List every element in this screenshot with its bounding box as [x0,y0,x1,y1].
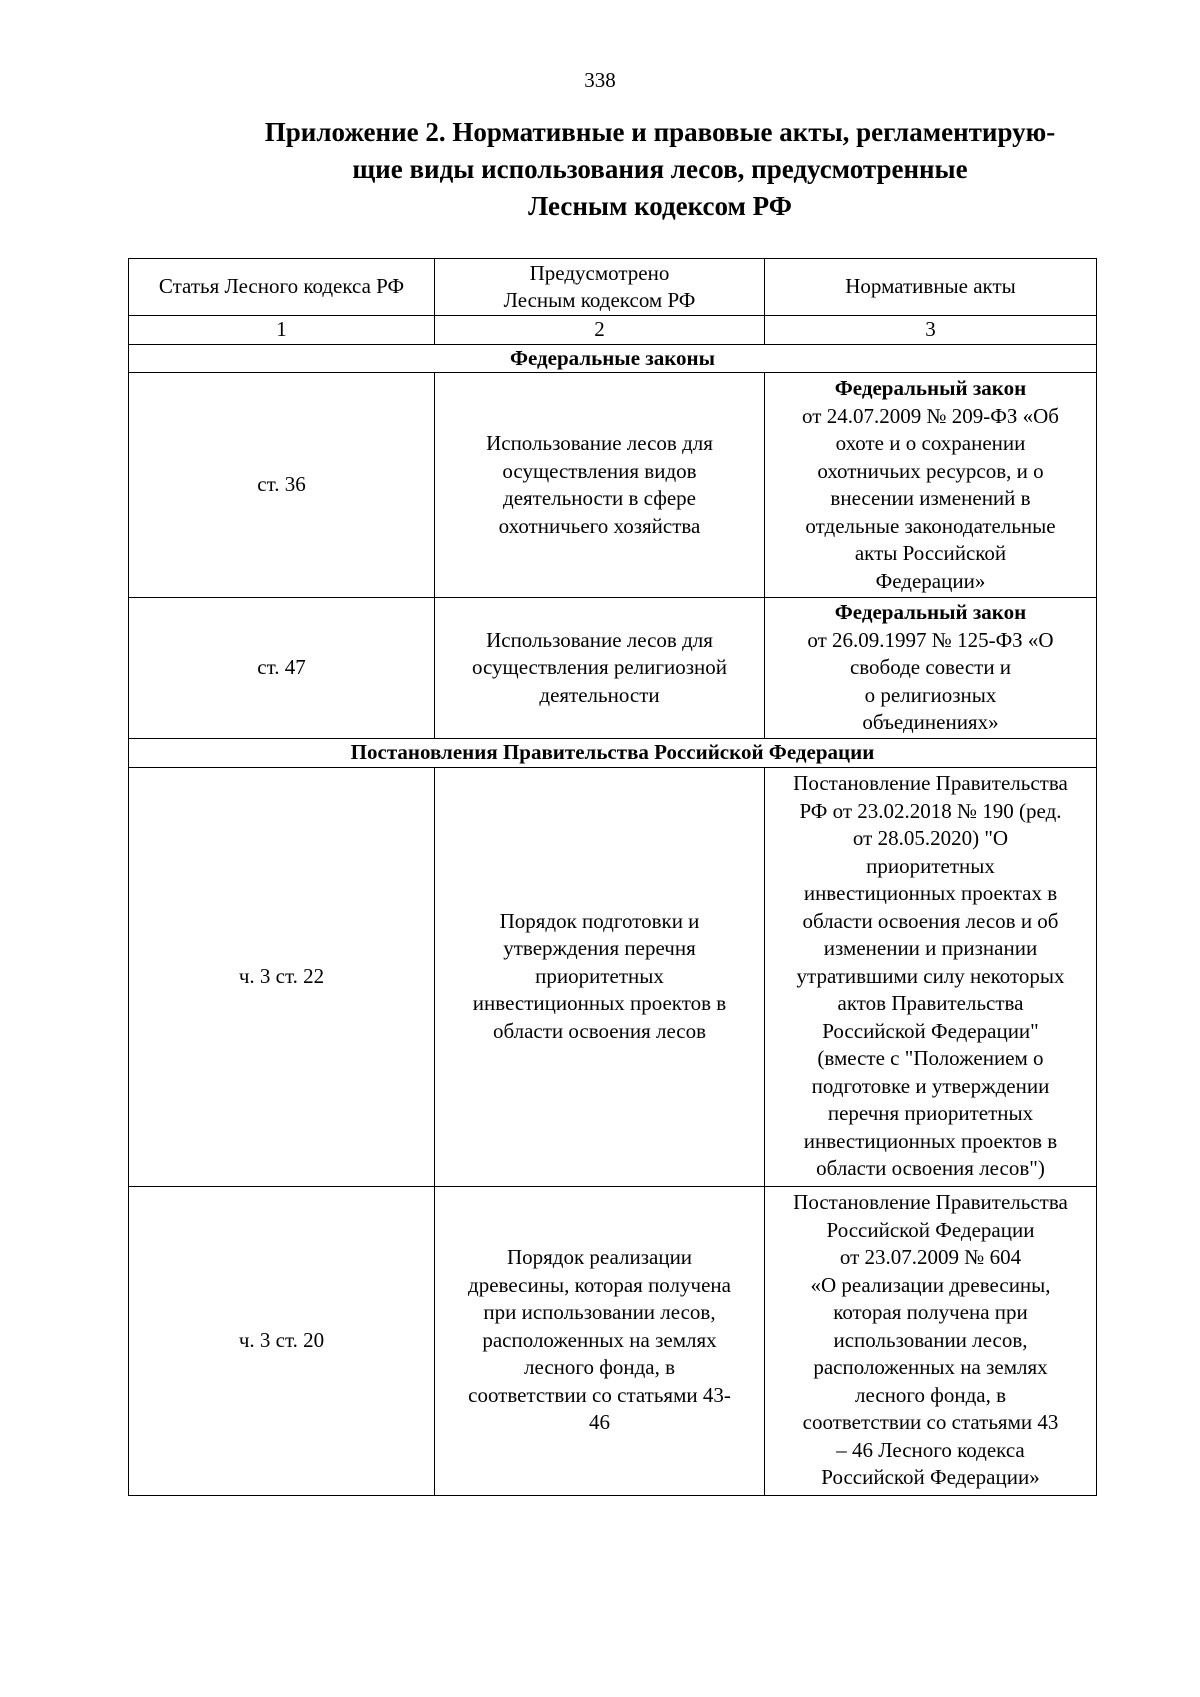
table-row [129,598,1097,739]
table-row [129,1186,1097,1495]
cell-text-line: Постановление Правительства [793,1190,1068,1215]
cell-text-line: перечня приоритетных [827,1101,1034,1126]
cell-text-line: Российской Федерации [826,1217,1035,1242]
cell-text-line: инвестиционных проектах в [803,881,1058,906]
cell-text-line: деятельности в сфере [503,486,696,510]
cell-text-line: приоритетных [866,853,995,878]
header-cell-provided [435,259,765,316]
cell-text-line: инвестиционных проектов в [803,1128,1058,1153]
column-numbers-row [129,316,1097,345]
cell-text-line: при использовании лесов, [483,1300,716,1325]
header-text: Лесным кодексом РФ [503,288,696,312]
title-line: щие виды использования лесов, предусмотренные [352,154,968,184]
cell-text-line: деятельности [539,682,660,707]
header-text: Статья Лесного кодекса РФ [158,274,405,299]
act-cell [765,767,1097,1186]
cell-text-line: соответствии со статьями 43 [802,1410,1059,1435]
header-cell-acts [765,259,1097,316]
article-cell: ст. 47 [129,598,435,739]
header-text: Предусмотрено [529,260,670,285]
cell-text-line: внесении изменений в [830,486,1031,510]
table-row [129,373,1097,598]
cell-text-line: Постановление Правительства [793,771,1068,796]
column-number: 3 [765,316,1097,345]
cell-text-line: области освоения лесов и об [802,908,1059,933]
cell-text-line: (вместе с "Положением о [817,1046,1044,1071]
cell-text-line: РФ от 23.02.2018 № 190 (ред. [799,798,1062,823]
cell-text-line: Порядок подготовки и [499,908,700,933]
cell-text-line: акты Российской [854,541,1007,565]
column-number: 2 [435,316,765,345]
cell-text-line: охотничьих ресурсов, и о [817,458,1044,483]
cell-text-line: Федерации» [875,568,986,593]
cell-text-line: лесного фонда, в [524,1355,675,1380]
provided-cell [435,373,765,598]
title-line: Приложение 2. Нормативные и правовые акты, регламентирую- [264,117,1056,147]
provided-cell [435,1186,765,1495]
act-cell [765,1186,1097,1495]
provided-cell [435,598,765,739]
cell-text-line: изменении и признании [823,936,1038,961]
cell-text-line: утратившими силу некоторых [796,963,1065,988]
cell-text-line: объединениях» [862,710,999,735]
act-cell [765,373,1097,598]
title-line: Лесным кодексом РФ [528,191,792,221]
cell-text-line: Российской Федерации" [822,1018,1039,1043]
cell-text-line: использовании лесов, [833,1327,1028,1352]
cell-text-line: Использование лесов для [486,431,713,455]
section-heading-row [129,739,1097,768]
cell-text-line: от 23.07.2009 № 604 [839,1245,1022,1270]
header-cell-article [129,259,435,316]
cell-text-line: «О реализации древесины, [810,1272,1051,1297]
cell-text-line: от 28.05.2020) "О [852,826,1009,851]
section-title: Постановления Правительства Российской Федерации [129,739,1097,768]
cell-text-line: подготовке и утверждении [811,1073,1050,1098]
cell-text-line: соответствии со статьями 43- [468,1382,731,1407]
act-type: Федеральный закон [834,376,1027,400]
cell-text-line: от 24.07.2009 № 209-ФЗ «Об [802,403,1059,428]
cell-text-line: которая получена при [833,1300,1028,1325]
cell-text-line: расположенных на землях [813,1355,1048,1380]
cell-text-line: свободе совести и [849,655,1012,680]
act-cell [765,598,1097,739]
header-text: Нормативные акты [845,274,1016,299]
cell-text-line: осуществления видов [502,458,697,483]
article-cell: ч. 3 ст. 20 [129,1186,435,1495]
cell-text-line: Порядок реализации [506,1245,693,1270]
table-header-row [129,259,1097,316]
page-number: 338 [584,68,616,92]
cell-text-line: Использование лесов для [486,627,713,652]
cell-text-line: от 26.09.1997 № 125-ФЗ «О [807,627,1054,652]
cell-text-line: приоритетных [535,963,664,988]
normative-acts-table [128,258,1097,1496]
table-row [129,767,1097,1186]
cell-text-line: актов Правительства [837,991,1024,1016]
article-cell: ст. 36 [129,373,435,598]
provided-cell [435,767,765,1186]
cell-text-line: области освоения лесов") [816,1156,1045,1181]
section-heading-row [129,344,1097,373]
cell-text-line: расположенных на землях [482,1327,717,1352]
cell-text-line: инвестиционных проектов в [472,991,727,1016]
cell-text-line: – 46 Лесного кодекса [836,1437,1025,1462]
column-number: 1 [129,316,435,345]
section-title: Федеральные законы [129,344,1097,373]
cell-text-line: лесного фонда, в [855,1382,1006,1407]
cell-text-line: утверждения перечня [503,936,696,961]
cell-text-line: древесины, которая получена [468,1272,731,1297]
cell-text-line: охотничьего хозяйства [498,513,701,538]
cell-text-line: о религиозных [864,682,997,707]
cell-text-line: осуществления религиозной [471,655,728,680]
act-type: Федеральный закон [834,600,1027,625]
cell-text-line: Российской Федерации» [821,1465,1040,1490]
cell-text-line: охоте и о сохранении [835,431,1026,455]
cell-text-line: 46 [589,1410,610,1435]
page-title [120,114,1200,225]
cell-text-line: области освоения лесов [492,1018,707,1043]
article-cell: ч. 3 ст. 22 [129,767,435,1186]
cell-text-line: отдельные законодательные [805,513,1056,538]
